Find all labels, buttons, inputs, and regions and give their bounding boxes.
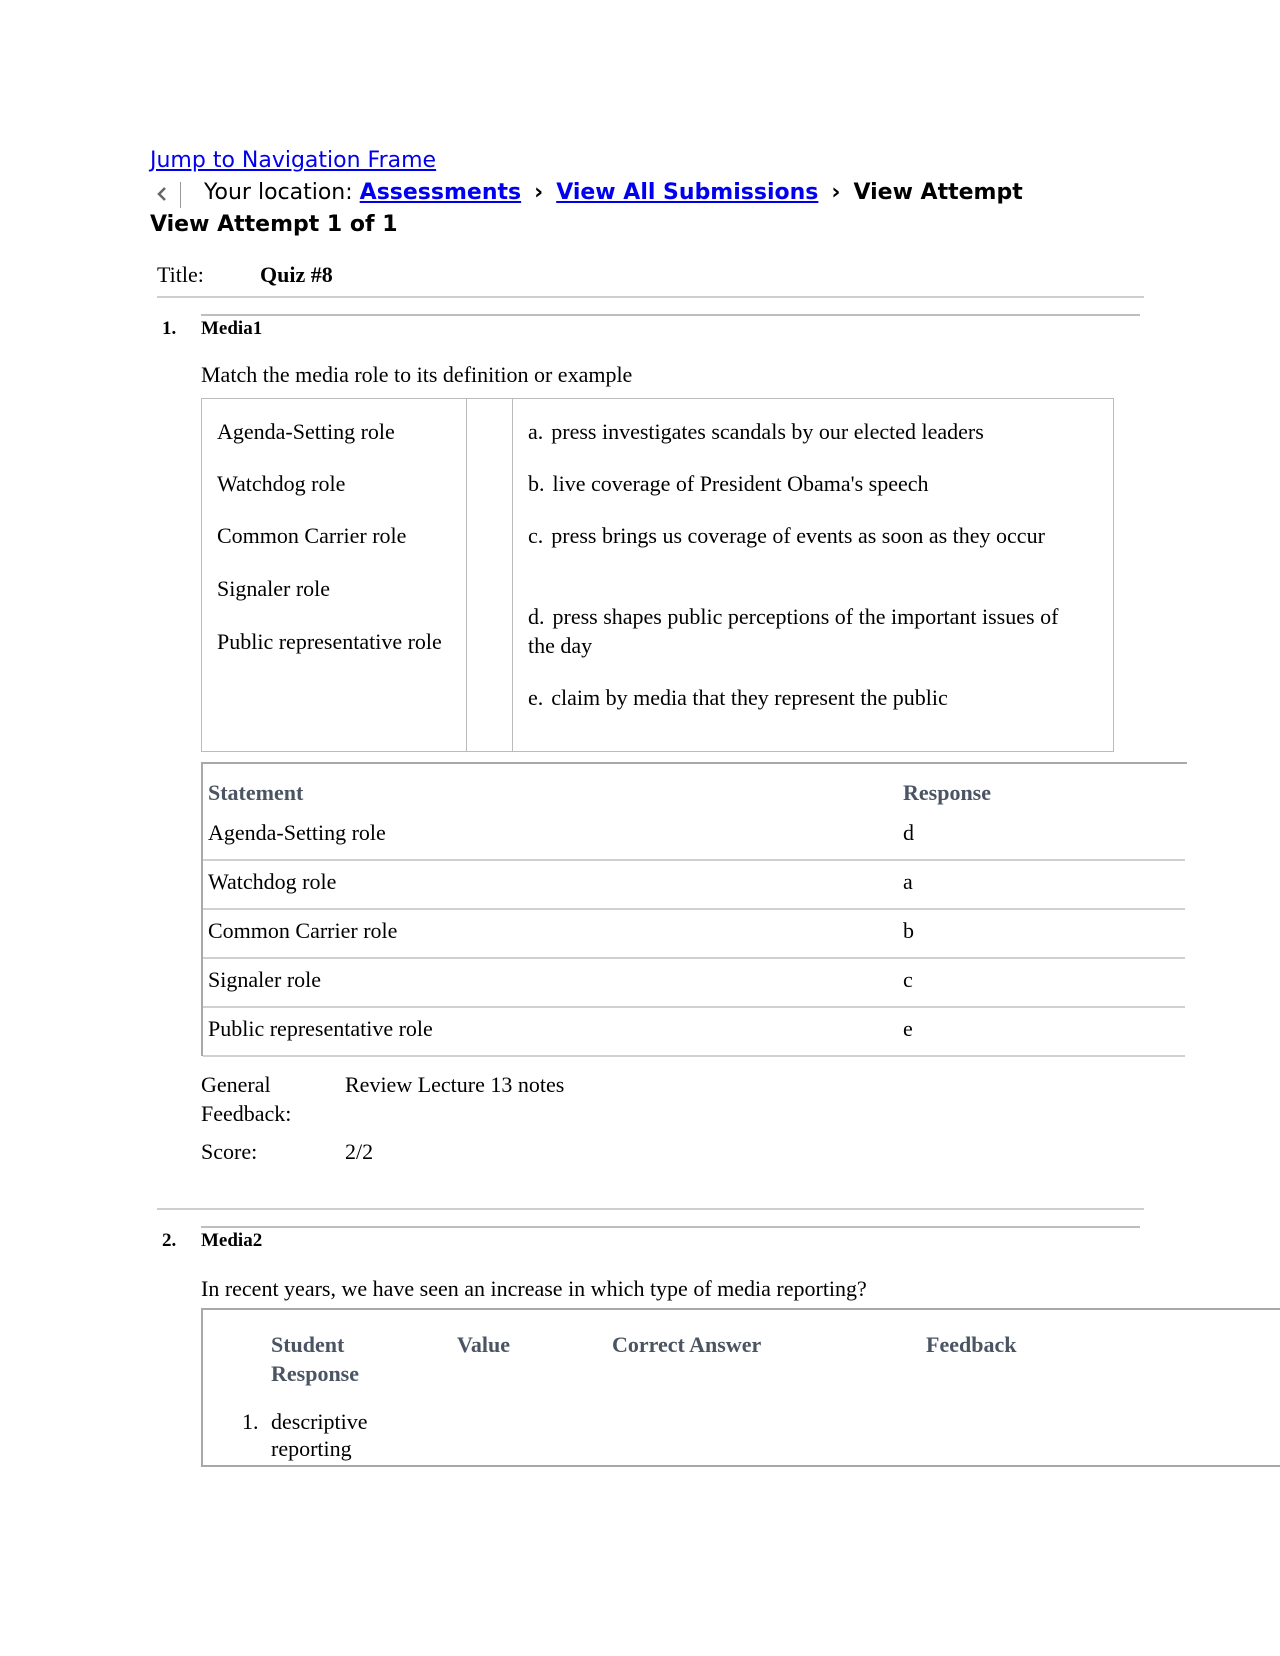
question-number: 1.	[162, 318, 177, 339]
divider	[201, 1226, 1140, 1228]
match-right-item: d. press shapes public perceptions of the important issues of the day	[528, 604, 1059, 658]
breadcrumb-view-all-submissions-link[interactable]: View All Submissions	[556, 180, 819, 205]
jump-to-navigation-link[interactable]: Jump to Navigation Frame	[150, 148, 437, 173]
match-left-item: Signaler role	[217, 576, 331, 601]
match-left-item: Watchdog role	[217, 471, 346, 496]
divider	[201, 314, 1140, 316]
general-feedback-value: Review Lecture 13 notes	[345, 1072, 565, 1097]
breadcrumb-assessments-link[interactable]: Assessments	[359, 180, 522, 205]
response-header: Response	[903, 780, 992, 805]
score-label: Score:	[201, 1139, 258, 1164]
page-title: View Attempt 1 of 1	[150, 212, 398, 237]
feedback-header: Feedback	[926, 1332, 1017, 1357]
question-name: Media2	[201, 1230, 263, 1251]
breadcrumb-prefix: Your location:	[204, 180, 353, 205]
answer-table	[201, 1308, 1280, 1467]
question-text: Match the media role to its definition or example	[201, 362, 633, 387]
value-header: Value	[457, 1332, 510, 1357]
question-text: In recent years, we have seen an increase in which type of media reporting?	[201, 1276, 867, 1301]
breadcrumb-separator: ›	[831, 180, 841, 205]
student-response-header: Student Response	[271, 1332, 360, 1386]
back-button[interactable]	[150, 182, 181, 208]
chevron-left-icon	[156, 186, 168, 202]
response-number: 1.	[242, 1409, 259, 1434]
score-value: 2/2	[345, 1139, 374, 1164]
match-left-item: Common Carrier role	[217, 523, 407, 548]
table-row: Public representative role e	[203, 1006, 1185, 1057]
breadcrumb-current: View Attempt	[853, 180, 1023, 205]
table-row: Common Carrier role b	[203, 908, 1185, 959]
table-row: Watchdog role a	[203, 859, 1185, 910]
divider	[157, 1208, 1144, 1210]
response-table	[201, 762, 1187, 1056]
table-row: Agenda-Setting role d	[203, 810, 1185, 861]
match-left-item: Agenda-Setting role	[217, 419, 395, 444]
divider	[157, 296, 1144, 298]
breadcrumb	[150, 178, 1150, 212]
student-response-text: descriptive reporting	[271, 1409, 368, 1461]
statement-header: Statement	[208, 780, 304, 805]
quiz-title-label: Title:	[157, 262, 204, 287]
quiz-title-value: Quiz #8	[260, 262, 333, 287]
match-right-item: e. claim by media that they represent the public	[528, 685, 948, 710]
table-row: Signaler role c	[203, 957, 1185, 1008]
match-right-item: a. press investigates scandals by our elected leaders	[528, 419, 984, 444]
general-feedback-label: General Feedback:	[201, 1072, 292, 1126]
match-right-item: b. live coverage of President Obama's speech	[528, 471, 929, 496]
question-name: Media1	[201, 318, 263, 339]
match-right-item: c. press brings us coverage of events as soon as they occur	[528, 523, 1045, 548]
match-left-item: Public representative role	[217, 629, 442, 654]
breadcrumb-separator: ›	[534, 180, 544, 205]
correct-answer-header: Correct Answer	[612, 1332, 762, 1357]
question-number: 2.	[162, 1230, 177, 1251]
matching-options-box	[201, 398, 1114, 752]
